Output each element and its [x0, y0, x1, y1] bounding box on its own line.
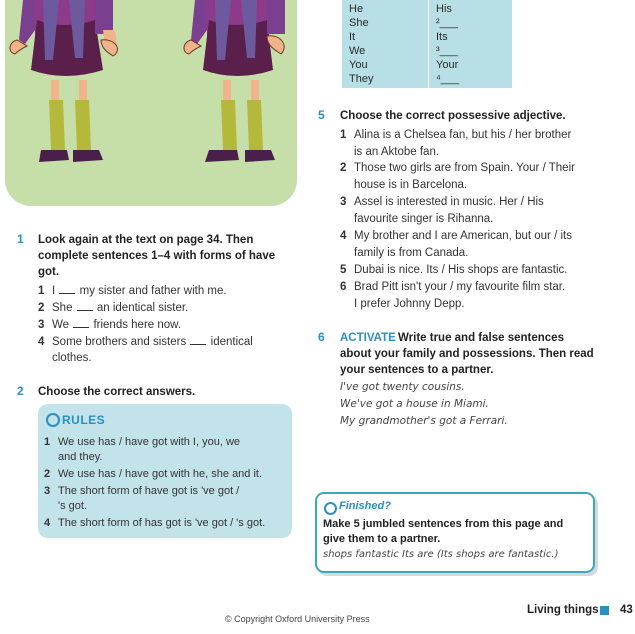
- finished-title: Finished?: [339, 500, 391, 512]
- twins-figures-image: [5, 0, 297, 206]
- rule-number: 2: [44, 468, 51, 480]
- item-text: Alina is a Chelsea fan, but his / her brother: [354, 129, 572, 141]
- circle-outline-icon: [46, 413, 60, 427]
- example-sentence: My grandmother's got a Ferrari.: [340, 415, 508, 427]
- rule-text: 's got.: [58, 500, 88, 512]
- exercise-5-item[interactable]: [340, 228, 620, 261]
- exercise-1-instruction-line: Look again at the text on page 34. Then: [38, 234, 254, 246]
- rule-number: 3: [44, 485, 51, 497]
- exercise-1-item: [38, 317, 288, 334]
- possessive-adjective: Its: [436, 31, 448, 43]
- activate-label: ACTIVATE: [340, 332, 396, 344]
- subject-pronoun: She: [349, 17, 369, 29]
- item-text: Those two girls are from Spain. Your / Their: [354, 162, 575, 174]
- exercise-1-item: [38, 283, 288, 300]
- finished-box: [315, 492, 595, 573]
- item-text: Assel is interested in music. Her / His: [354, 196, 544, 208]
- answer-blank[interactable]: [77, 301, 93, 311]
- item-number: 4: [38, 336, 45, 348]
- square-icon: [600, 606, 609, 615]
- rules-box: [38, 404, 292, 538]
- exercise-1-number: 1: [17, 232, 24, 246]
- rules-title: RULES: [62, 413, 106, 427]
- possessive-adjective: ⁴___: [436, 73, 460, 85]
- rule-text: and they.: [58, 451, 103, 463]
- possessive-adjective: His: [436, 3, 452, 15]
- rule-text: The short form of have got is 've got /: [58, 485, 240, 497]
- item-number: 6: [340, 281, 347, 293]
- exercise-5-item[interactable]: [340, 262, 620, 279]
- page-number: 43: [620, 604, 633, 616]
- item-text: an identical sister.: [96, 302, 189, 314]
- rule-text: We use has / have got with I, you, we: [58, 436, 241, 448]
- answer-blank[interactable]: [73, 318, 89, 328]
- subject-pronoun: You: [349, 59, 368, 71]
- item-text: friends here now.: [93, 319, 182, 331]
- item-text: My brother and I are American, but our / its: [354, 230, 572, 242]
- exercise-5-item[interactable]: [340, 279, 620, 312]
- rule-item: [44, 515, 289, 532]
- possessive-adjective: Your: [436, 59, 459, 71]
- exercise-6-number: 6: [318, 330, 325, 344]
- exercise-6-instruction-line: about your family and possessions. Then read: [340, 348, 594, 360]
- item-text: Some brothers and sisters: [52, 336, 187, 348]
- finished-example: shops fantastic Its are (Its shops are fantastic.): [323, 549, 559, 560]
- table-row: [342, 45, 512, 58]
- item-number: 3: [340, 196, 347, 208]
- item-text: She: [52, 302, 73, 314]
- item-text: identical: [210, 336, 253, 348]
- exercise-5-item[interactable]: [340, 194, 620, 227]
- circle-outline-icon: [324, 502, 337, 515]
- item-number: 4: [340, 230, 347, 242]
- exercise-5-item[interactable]: [340, 127, 620, 160]
- subject-pronoun: We: [349, 45, 366, 57]
- unit-label: Living things: [527, 604, 599, 616]
- exercise-6-instruction-line: Write true and false sentences: [398, 332, 564, 344]
- possessive-adjective: ²___: [436, 17, 459, 29]
- item-text: is an Aktobe fan.: [354, 145, 440, 158]
- exercise-6-instruction-line: your sentences to a partner.: [340, 364, 494, 376]
- item-text: I: [52, 285, 56, 297]
- item-number: 1: [38, 285, 45, 297]
- possessive-adjective: ³___: [436, 45, 459, 57]
- item-text: family is from Canada.: [354, 246, 469, 259]
- item-text: We: [52, 319, 70, 331]
- rule-number: 4: [44, 517, 51, 529]
- finished-text-line: give them to a partner.: [323, 533, 441, 545]
- exercise-2-instruction: Choose the correct answers.: [38, 386, 196, 398]
- exercise-1-item: [38, 300, 288, 317]
- rule-item: [44, 434, 289, 467]
- rule-item: [44, 466, 289, 483]
- twins-illustration: [5, 0, 297, 206]
- item-number: 5: [340, 264, 347, 276]
- item-text: I prefer Johnny Depp.: [354, 297, 465, 310]
- item-text: favourite singer is Rihanna.: [354, 212, 494, 225]
- table-row: [342, 17, 512, 30]
- exercise-5-instruction: Choose the correct possessive adjective.: [340, 110, 566, 122]
- example-sentence: We've got a house in Miami.: [340, 398, 489, 410]
- exercise-5-item[interactable]: [340, 160, 620, 193]
- exercise-1-instruction-line: got.: [38, 266, 60, 278]
- possessive-table: [342, 0, 512, 88]
- item-text: my sister and father with me.: [79, 285, 227, 297]
- item-number: 2: [340, 162, 347, 174]
- exercise-1-instruction-line: complete sentences 1–4 with forms of have: [38, 250, 276, 262]
- rule-item: [44, 483, 289, 516]
- copyright-notice: © Copyright Oxford University Press: [225, 614, 370, 624]
- table-row: [342, 31, 512, 44]
- rule-text: The short form of has got is 've got / 's got.: [58, 517, 266, 529]
- answer-blank[interactable]: [190, 335, 206, 345]
- subject-pronoun: They: [349, 73, 374, 85]
- item-number: 1: [340, 129, 347, 141]
- rule-text: We use has / have got with he, she and it.: [58, 468, 263, 480]
- rule-number: 1: [44, 436, 51, 448]
- item-number: 3: [38, 319, 45, 331]
- table-row: [342, 73, 512, 86]
- item-text: clothes.: [52, 352, 92, 364]
- item-number: 2: [38, 302, 45, 314]
- item-text: house is in Barcelona.: [354, 178, 468, 191]
- example-sentence: I've got twenty cousins.: [340, 381, 465, 393]
- subject-pronoun: It: [349, 31, 356, 43]
- exercise-1-item: [38, 334, 288, 367]
- answer-blank[interactable]: [59, 284, 75, 294]
- item-text: Dubai is nice. Its / His shops are fantastic.: [354, 264, 568, 276]
- item-text: Brad Pitt isn't your / my favourite film star.: [354, 281, 566, 293]
- table-row: [342, 3, 512, 16]
- subject-pronoun: He: [349, 3, 364, 15]
- exercise-5-number: 5: [318, 108, 325, 122]
- finished-text-line: Make 5 jumbled sentences from this page and: [323, 518, 564, 530]
- exercise-2-number: 2: [17, 384, 24, 398]
- table-row: [342, 59, 512, 72]
